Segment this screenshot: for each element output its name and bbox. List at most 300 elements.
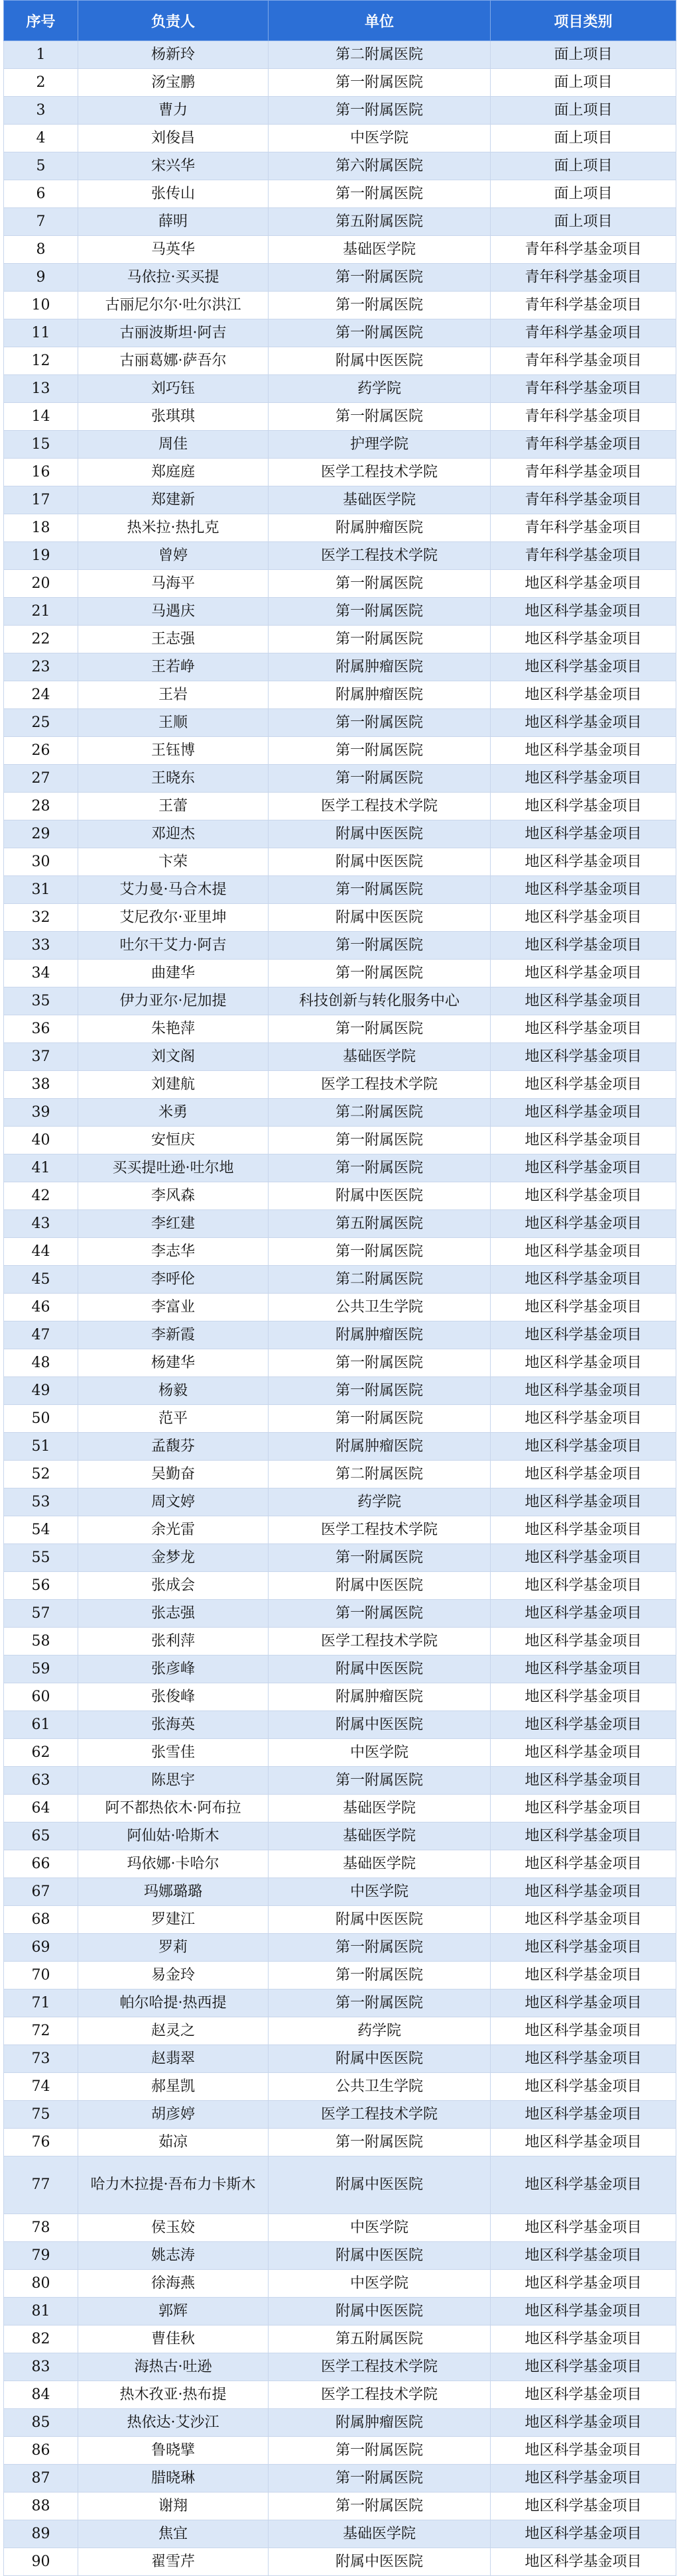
cell-seq: 51 — [4, 1433, 78, 1461]
table-row — [4, 2242, 676, 2270]
cell-category: 地区科学基金项目 — [491, 1655, 676, 1683]
cell-seq: 35 — [4, 987, 78, 1015]
cell-leader: 张成会 — [78, 1572, 269, 1600]
cell-leader: 哈力木拉提·吾布力卡斯木 — [78, 2156, 269, 2214]
cell-unit: 第一附属医院 — [269, 1962, 491, 1989]
cell-unit: 第一附属医院 — [269, 1377, 491, 1405]
cell-category: 地区科学基金项目 — [491, 1127, 676, 1154]
cell-seq: 2 — [4, 69, 78, 97]
table-row — [4, 1767, 676, 1795]
cell-seq: 72 — [4, 2017, 78, 2045]
cell-seq: 75 — [4, 2101, 78, 2129]
table-row — [4, 1071, 676, 1099]
cell-seq: 52 — [4, 1461, 78, 1488]
cell-category: 面上项目 — [491, 97, 676, 125]
header-seq: 序号 — [4, 1, 78, 41]
cell-unit: 附属中医医院 — [269, 1655, 491, 1683]
cell-leader: 李志华 — [78, 1238, 269, 1266]
cell-seq: 9 — [4, 264, 78, 292]
table-row — [4, 598, 676, 626]
table-row — [4, 2017, 676, 2045]
cell-category: 地区科学基金项目 — [491, 570, 676, 598]
cell-unit: 药学院 — [269, 375, 491, 403]
cell-seq: 1 — [4, 41, 78, 69]
cell-seq: 68 — [4, 1906, 78, 1934]
cell-unit: 第一附属医院 — [269, 709, 491, 737]
cell-seq: 43 — [4, 1210, 78, 1238]
table-row — [4, 1989, 676, 2017]
table-row — [4, 542, 676, 570]
cell-leader: 徐海燕 — [78, 2270, 269, 2298]
cell-leader: 古丽尼尔尔·吐尔洪江 — [78, 292, 269, 319]
cell-category: 地区科学基金项目 — [491, 2214, 676, 2242]
cell-leader: 金梦龙 — [78, 1544, 269, 1572]
table-row — [4, 1488, 676, 1516]
cell-unit: 附属肿瘤医院 — [269, 681, 491, 709]
cell-unit: 第一附属医院 — [269, 570, 491, 598]
table-row — [4, 431, 676, 459]
cell-leader: 张传山 — [78, 180, 269, 208]
table-row — [4, 2409, 676, 2437]
cell-category: 地区科学基金项目 — [491, 1043, 676, 1071]
cell-leader: 汤宝鹏 — [78, 69, 269, 97]
table-row — [4, 403, 676, 431]
table-row — [4, 1739, 676, 1767]
cell-leader: 艾力曼·马合木提 — [78, 876, 269, 904]
table-row — [4, 1628, 676, 1655]
table-row — [4, 1822, 676, 1850]
cell-category: 地区科学基金项目 — [491, 1795, 676, 1822]
cell-leader: 刘文阁 — [78, 1043, 269, 1071]
cell-unit: 第一附属医院 — [269, 264, 491, 292]
cell-unit: 第二附属医院 — [269, 41, 491, 69]
cell-seq: 62 — [4, 1739, 78, 1767]
cell-category: 地区科学基金项目 — [491, 1015, 676, 1043]
cell-unit: 附属中医医院 — [269, 2045, 491, 2073]
cell-unit: 第一附属医院 — [269, 403, 491, 431]
cell-seq: 11 — [4, 319, 78, 347]
cell-category: 地区科学基金项目 — [491, 1461, 676, 1488]
table-row — [4, 375, 676, 403]
cell-seq: 5 — [4, 152, 78, 180]
cell-seq: 70 — [4, 1962, 78, 1989]
cell-category: 地区科学基金项目 — [491, 1154, 676, 1182]
cell-leader: 茹凉 — [78, 2129, 269, 2156]
cell-leader: 张海英 — [78, 1711, 269, 1739]
cell-seq: 66 — [4, 1850, 78, 1878]
table-row — [4, 1850, 676, 1878]
cell-seq: 78 — [4, 2214, 78, 2242]
cell-unit: 护理学院 — [269, 431, 491, 459]
cell-unit: 基础医学院 — [269, 1043, 491, 1071]
cell-leader: 吐尔干艾力·阿吉 — [78, 932, 269, 960]
table-row — [4, 904, 676, 932]
cell-seq: 7 — [4, 208, 78, 236]
cell-seq: 56 — [4, 1572, 78, 1600]
cell-unit: 第一附属医院 — [269, 960, 491, 987]
table-row — [4, 1405, 676, 1433]
cell-unit: 附属肿瘤医院 — [269, 653, 491, 681]
table-row — [4, 1795, 676, 1822]
cell-unit: 第一附属医院 — [269, 97, 491, 125]
table-row — [4, 1127, 676, 1154]
cell-unit: 第一附属医院 — [269, 1405, 491, 1433]
cell-category: 地区科学基金项目 — [491, 2270, 676, 2298]
cell-category: 地区科学基金项目 — [491, 1099, 676, 1127]
table-row — [4, 1321, 676, 1349]
cell-unit: 第六附属医院 — [269, 152, 491, 180]
cell-unit: 附属中医医院 — [269, 1711, 491, 1739]
cell-leader: 刘俊昌 — [78, 125, 269, 152]
table-row — [4, 2520, 676, 2548]
cell-category: 地区科学基金项目 — [491, 1349, 676, 1377]
table-row — [4, 41, 676, 69]
table-row — [4, 1154, 676, 1182]
cell-category: 地区科学基金项目 — [491, 1238, 676, 1266]
table-row — [4, 1433, 676, 1461]
cell-unit: 附属肿瘤医院 — [269, 1683, 491, 1711]
cell-seq: 84 — [4, 2381, 78, 2409]
cell-category: 地区科学基金项目 — [491, 793, 676, 820]
cell-leader: 王晓东 — [78, 765, 269, 793]
cell-category: 地区科学基金项目 — [491, 2353, 676, 2381]
cell-category: 地区科学基金项目 — [491, 2129, 676, 2156]
cell-category: 青年科学基金项目 — [491, 264, 676, 292]
cell-seq: 13 — [4, 375, 78, 403]
cell-seq: 29 — [4, 820, 78, 848]
cell-unit: 附属中医医院 — [269, 2156, 491, 2214]
cell-seq: 61 — [4, 1711, 78, 1739]
cell-seq: 41 — [4, 1154, 78, 1182]
cell-leader: 卞荣 — [78, 848, 269, 876]
cell-seq: 42 — [4, 1182, 78, 1210]
cell-category: 青年科学基金项目 — [491, 292, 676, 319]
cell-leader: 热木孜亚·热布提 — [78, 2381, 269, 2409]
cell-seq: 55 — [4, 1544, 78, 1572]
table-row — [4, 319, 676, 347]
table-row — [4, 459, 676, 486]
cell-unit: 基础医学院 — [269, 1850, 491, 1878]
table-row — [4, 1906, 676, 1934]
cell-category: 地区科学基金项目 — [491, 2409, 676, 2437]
cell-unit: 医学工程技术学院 — [269, 1628, 491, 1655]
cell-leader: 赵灵之 — [78, 2017, 269, 2045]
cell-leader: 张志强 — [78, 1600, 269, 1628]
cell-leader: 海热古·吐逊 — [78, 2353, 269, 2381]
cell-category: 面上项目 — [491, 125, 676, 152]
cell-leader: 范平 — [78, 1405, 269, 1433]
cell-seq: 46 — [4, 1294, 78, 1321]
cell-seq: 59 — [4, 1655, 78, 1683]
cell-unit: 中医学院 — [269, 1878, 491, 1906]
cell-leader: 余光雷 — [78, 1516, 269, 1544]
cell-category: 地区科学基金项目 — [491, 1906, 676, 1934]
table-row — [4, 1711, 676, 1739]
cell-category: 青年科学基金项目 — [491, 514, 676, 542]
cell-seq: 50 — [4, 1405, 78, 1433]
cell-category: 地区科学基金项目 — [491, 1433, 676, 1461]
cell-seq: 14 — [4, 403, 78, 431]
cell-leader: 杨新玲 — [78, 41, 269, 69]
cell-leader: 鲁晓擘 — [78, 2437, 269, 2465]
cell-category: 地区科学基金项目 — [491, 2492, 676, 2520]
table-row — [4, 2129, 676, 2156]
cell-seq: 40 — [4, 1127, 78, 1154]
cell-unit: 第一附属医院 — [269, 1989, 491, 2017]
cell-leader: 曹力 — [78, 97, 269, 125]
cell-unit: 基础医学院 — [269, 236, 491, 264]
cell-seq: 19 — [4, 542, 78, 570]
cell-leader: 玛娜璐璐 — [78, 1878, 269, 1906]
cell-category: 地区科学基金项目 — [491, 1405, 676, 1433]
cell-leader: 玛依娜·卡哈尔 — [78, 1850, 269, 1878]
cell-leader: 刘建航 — [78, 1071, 269, 1099]
cell-unit: 基础医学院 — [269, 486, 491, 514]
cell-leader: 热米拉·热扎克 — [78, 514, 269, 542]
cell-category: 地区科学基金项目 — [491, 848, 676, 876]
table-row — [4, 1516, 676, 1544]
cell-category: 青年科学基金项目 — [491, 542, 676, 570]
cell-unit: 第一附属医院 — [269, 1154, 491, 1182]
cell-seq: 30 — [4, 848, 78, 876]
table-row — [4, 1655, 676, 1683]
cell-seq: 49 — [4, 1377, 78, 1405]
cell-seq: 23 — [4, 653, 78, 681]
table-row — [4, 1962, 676, 1989]
cell-leader: 郑庭庭 — [78, 459, 269, 486]
cell-seq: 60 — [4, 1683, 78, 1711]
table-row — [4, 848, 676, 876]
cell-category: 地区科学基金项目 — [491, 2325, 676, 2353]
cell-category: 面上项目 — [491, 208, 676, 236]
cell-unit: 附属中医医院 — [269, 820, 491, 848]
cell-leader: 马英华 — [78, 236, 269, 264]
table-row — [4, 2156, 676, 2214]
table-row — [4, 653, 676, 681]
table-row — [4, 2101, 676, 2129]
table-row — [4, 2465, 676, 2492]
cell-leader: 马依拉·买买提 — [78, 264, 269, 292]
cell-category: 地区科学基金项目 — [491, 1739, 676, 1767]
cell-leader: 邓迎杰 — [78, 820, 269, 848]
cell-unit: 附属肿瘤医院 — [269, 2409, 491, 2437]
cell-seq: 8 — [4, 236, 78, 264]
cell-seq: 76 — [4, 2129, 78, 2156]
cell-seq: 31 — [4, 876, 78, 904]
cell-unit: 第一附属医院 — [269, 2437, 491, 2465]
cell-seq: 63 — [4, 1767, 78, 1795]
cell-category: 地区科学基金项目 — [491, 1767, 676, 1795]
table-row — [4, 1099, 676, 1127]
cell-seq: 33 — [4, 932, 78, 960]
cell-seq: 57 — [4, 1600, 78, 1628]
cell-seq: 73 — [4, 2045, 78, 2073]
cell-leader: 李呼伦 — [78, 1266, 269, 1294]
cell-leader: 张利萍 — [78, 1628, 269, 1655]
cell-seq: 36 — [4, 1015, 78, 1043]
cell-leader: 孟馥芬 — [78, 1433, 269, 1461]
cell-category: 地区科学基金项目 — [491, 765, 676, 793]
table-row — [4, 960, 676, 987]
cell-category: 地区科学基金项目 — [491, 1488, 676, 1516]
cell-leader: 王志强 — [78, 626, 269, 653]
cell-unit: 第一附属医院 — [269, 737, 491, 765]
cell-leader: 帕尔哈提·热西提 — [78, 1989, 269, 2017]
cell-seq: 80 — [4, 2270, 78, 2298]
table-row — [4, 292, 676, 319]
cell-seq: 89 — [4, 2520, 78, 2548]
table-row — [4, 1294, 676, 1321]
table-row — [4, 932, 676, 960]
cell-leader: 朱艳萍 — [78, 1015, 269, 1043]
cell-seq: 81 — [4, 2298, 78, 2325]
cell-seq: 10 — [4, 292, 78, 319]
cell-category: 青年科学基金项目 — [491, 236, 676, 264]
cell-leader: 宋兴华 — [78, 152, 269, 180]
cell-category: 面上项目 — [491, 69, 676, 97]
cell-category: 地区科学基金项目 — [491, 681, 676, 709]
cell-category: 地区科学基金项目 — [491, 2242, 676, 2270]
cell-leader: 李风森 — [78, 1182, 269, 1210]
cell-leader: 刘巧钰 — [78, 375, 269, 403]
cell-leader: 古丽葛娜·萨吾尔 — [78, 347, 269, 375]
cell-leader: 王蕾 — [78, 793, 269, 820]
cell-seq: 20 — [4, 570, 78, 598]
cell-leader: 伊力亚尔·尼加提 — [78, 987, 269, 1015]
cell-leader: 姚志涛 — [78, 2242, 269, 2270]
cell-seq: 38 — [4, 1071, 78, 1099]
cell-seq: 18 — [4, 514, 78, 542]
cell-seq: 27 — [4, 765, 78, 793]
cell-unit: 基础医学院 — [269, 2520, 491, 2548]
cell-category: 地区科学基金项目 — [491, 820, 676, 848]
cell-seq: 17 — [4, 486, 78, 514]
cell-leader: 陈思宇 — [78, 1767, 269, 1795]
cell-unit: 第五附属医院 — [269, 208, 491, 236]
cell-unit: 附属中医医院 — [269, 2548, 491, 2576]
cell-category: 地区科学基金项目 — [491, 904, 676, 932]
cell-seq: 54 — [4, 1516, 78, 1544]
cell-category: 地区科学基金项目 — [491, 653, 676, 681]
cell-unit: 第五附属医院 — [269, 2325, 491, 2353]
cell-unit: 医学工程技术学院 — [269, 2353, 491, 2381]
cell-seq: 77 — [4, 2156, 78, 2214]
cell-category: 地区科学基金项目 — [491, 2073, 676, 2101]
cell-leader: 张雪佳 — [78, 1739, 269, 1767]
cell-seq: 74 — [4, 2073, 78, 2101]
cell-seq: 16 — [4, 459, 78, 486]
cell-unit: 药学院 — [269, 2017, 491, 2045]
cell-unit: 第一附属医院 — [269, 1015, 491, 1043]
cell-category: 地区科学基金项目 — [491, 2017, 676, 2045]
table-row — [4, 264, 676, 292]
cell-seq: 12 — [4, 347, 78, 375]
cell-seq: 34 — [4, 960, 78, 987]
cell-leader: 李新霞 — [78, 1321, 269, 1349]
cell-unit: 医学工程技术学院 — [269, 793, 491, 820]
cell-category: 地区科学基金项目 — [491, 2101, 676, 2129]
cell-leader: 谢翔 — [78, 2492, 269, 2520]
cell-unit: 药学院 — [269, 1488, 491, 1516]
table-row — [4, 69, 676, 97]
cell-unit: 第二附属医院 — [269, 1461, 491, 1488]
cell-leader: 王若峥 — [78, 653, 269, 681]
cell-unit: 附属肿瘤医院 — [269, 1433, 491, 1461]
table-row — [4, 1182, 676, 1210]
cell-leader: 马海平 — [78, 570, 269, 598]
cell-seq: 48 — [4, 1349, 78, 1377]
cell-leader: 郑建新 — [78, 486, 269, 514]
cell-unit: 第一附属医院 — [269, 1349, 491, 1377]
cell-seq: 69 — [4, 1934, 78, 1962]
cell-leader: 周佳 — [78, 431, 269, 459]
table-row — [4, 765, 676, 793]
cell-leader: 腊晓琳 — [78, 2465, 269, 2492]
cell-seq: 79 — [4, 2242, 78, 2270]
table-row — [4, 1934, 676, 1962]
cell-category: 地区科学基金项目 — [491, 2548, 676, 2576]
cell-leader: 张琪琪 — [78, 403, 269, 431]
cell-leader: 安恒庆 — [78, 1127, 269, 1154]
table-row — [4, 987, 676, 1015]
cell-seq: 45 — [4, 1266, 78, 1294]
cell-category: 地区科学基金项目 — [491, 1683, 676, 1711]
cell-leader: 胡彦婷 — [78, 2101, 269, 2129]
cell-unit: 医学工程技术学院 — [269, 542, 491, 570]
cell-seq: 82 — [4, 2325, 78, 2353]
cell-seq: 83 — [4, 2353, 78, 2381]
cell-seq: 21 — [4, 598, 78, 626]
table-row — [4, 2270, 676, 2298]
cell-category: 地区科学基金项目 — [491, 2465, 676, 2492]
cell-seq: 26 — [4, 737, 78, 765]
cell-unit: 第一附属医院 — [269, 1238, 491, 1266]
table-row — [4, 1600, 676, 1628]
cell-leader: 古丽波斯坦·阿吉 — [78, 319, 269, 347]
cell-category: 地区科学基金项目 — [491, 1321, 676, 1349]
cell-category: 地区科学基金项目 — [491, 1516, 676, 1544]
cell-seq: 4 — [4, 125, 78, 152]
cell-unit: 公共卫生学院 — [269, 2073, 491, 2101]
cell-unit: 第一附属医院 — [269, 180, 491, 208]
table-row — [4, 2073, 676, 2101]
cell-seq: 3 — [4, 97, 78, 125]
cell-unit: 附属肿瘤医院 — [269, 1321, 491, 1349]
cell-leader: 王钰博 — [78, 737, 269, 765]
cell-unit: 附属中医医院 — [269, 1572, 491, 1600]
table-row — [4, 152, 676, 180]
cell-unit: 第一附属医院 — [269, 319, 491, 347]
cell-category: 面上项目 — [491, 41, 676, 69]
cell-seq: 71 — [4, 1989, 78, 2017]
cell-leader: 李富业 — [78, 1294, 269, 1321]
cell-unit: 基础医学院 — [269, 1795, 491, 1822]
table-row — [4, 2045, 676, 2073]
table-row — [4, 709, 676, 737]
cell-category: 地区科学基金项目 — [491, 2045, 676, 2073]
cell-seq: 39 — [4, 1099, 78, 1127]
cell-unit: 医学工程技术学院 — [269, 2101, 491, 2129]
cell-unit: 第一附属医院 — [269, 598, 491, 626]
cell-category: 地区科学基金项目 — [491, 1377, 676, 1405]
cell-leader: 阿不都热依木·阿布拉 — [78, 1795, 269, 1822]
cell-category: 地区科学基金项目 — [491, 932, 676, 960]
cell-leader: 罗莉 — [78, 1934, 269, 1962]
cell-category: 面上项目 — [491, 152, 676, 180]
table-row — [4, 1043, 676, 1071]
cell-unit: 中医学院 — [269, 125, 491, 152]
cell-unit: 附属中医医院 — [269, 904, 491, 932]
